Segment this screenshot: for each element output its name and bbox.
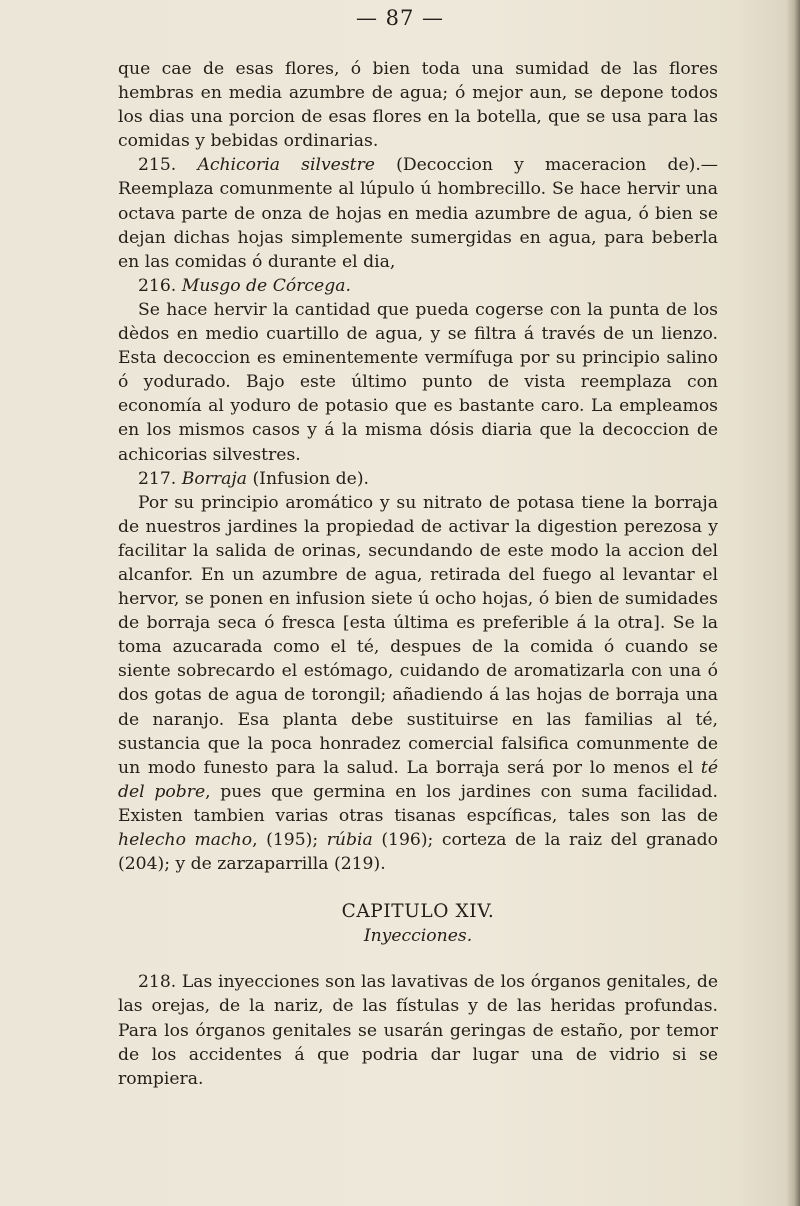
- italic-phrase: helecho macho: [118, 830, 253, 850]
- page-edge-shadow: [786, 0, 800, 1206]
- page-text: [118, 57, 718, 1091]
- section-218: [118, 970, 718, 1090]
- chapter-subtitle: Inyecciones.: [363, 926, 473, 947]
- italic-phrase: té del pobre: [118, 757, 718, 802]
- section-number: 216.: [138, 275, 177, 296]
- section-215: [118, 153, 718, 273]
- section-subtitle: (Infusion de).: [252, 468, 369, 489]
- section-title: Borraja: [181, 468, 247, 489]
- section-number: 217.: [138, 468, 177, 489]
- paragraph-text: 218. Las inyecciones son las lavativas de los órganos genitales, de las orejas, de la nariz, de las fístulas y de las heridas profundas. Para los órganos genitales se usarán geringas de estaño, por temor de los accidentes á que podria dar lugar una de vidrio si se rompiera.: [118, 972, 718, 1089]
- paragraph: [118, 298, 718, 467]
- section-217: [118, 467, 718, 491]
- page-number: — 87 —: [355, 6, 445, 30]
- paragraph-text: (Decoccion y maceracion de).— Reemplaza comunmente al lúpulo ú hombrecillo. Se hace hervir una octava parte de onza de hojas en media azumbre de agua, ó bien se dejan dichas hojas simplemente sumergidas en agua, para beberla en las comidas ó durante el dia,: [118, 155, 718, 272]
- paragraph-text: Por su principio aromático y su nitrato de potasa tiene la borraja de nuestros jardines la propiedad de activar la digestion perezosa y facilitar la salida de orinas, secundando de este modo la accion del alcanfor. En un azumbre de agua, retirada del fuego al levantar el hervor, se ponen en infusion siete ú ocho hojas, ó bien de sumidades de borraja seca ó fresca [esta última es preferible á la otra]. Se la toma azucarada como el té, despues de la comida ó cuando se siente sobrecardo el estómago, cuidando de aromatizarla con una ó dos gotas de agua de torongil; añadiendo á las hojas de borraja una de naranjo. Esa planta debe sustituirse en las familias al té, sustancia que la poca honradez comercial falsifica comunmente de un modo funesto para la salud. La borraja será por lo menos el: [118, 492, 718, 778]
- section-216: [118, 274, 718, 298]
- paragraph-text: Se hace hervir la cantidad que pueda cogerse con la punta de los dèdos en medio cuartillo de agua, y se filtra á través de un lienzo. Esta decoccion es eminentemente vermífuga por su principio salino ó yodurado. Bajo este último punto de vista reemplaza con economía al yoduro de potasio que es bastante caro. La empleamos en los mismos casos y á la misma dósis diaria que la decoccion de achicorias silvestres.: [118, 299, 718, 465]
- section-title: Musgo de Córcega.: [181, 275, 351, 296]
- italic-phrase: rúbia: [326, 830, 373, 850]
- paragraph: [118, 491, 718, 877]
- section-title: Achicoria silvestre: [197, 155, 375, 176]
- paragraph-text: , (195);: [252, 830, 319, 850]
- paragraph-text: (196); corteza de la raiz del granado (204); y de zarzaparrilla (219).: [118, 830, 718, 875]
- paragraph: [118, 57, 718, 153]
- section-number: 215.: [138, 155, 177, 176]
- paragraph-text: que cae de esas flores, ó bien toda una sumidad de las flores hembras en media azumbre de agua; ó mejor aun, se depone todos los dias una porcion de esas flores en la botella, que se usa para las comidas y bebidas ordinarias.: [118, 59, 718, 152]
- paragraph-text: , pues que germina en los jardines con suma facilidad. Existen tambien varias otras tisanas espcíficas, tales son las de: [118, 781, 718, 826]
- chapter-heading: CAPITULO XIV.: [341, 901, 495, 923]
